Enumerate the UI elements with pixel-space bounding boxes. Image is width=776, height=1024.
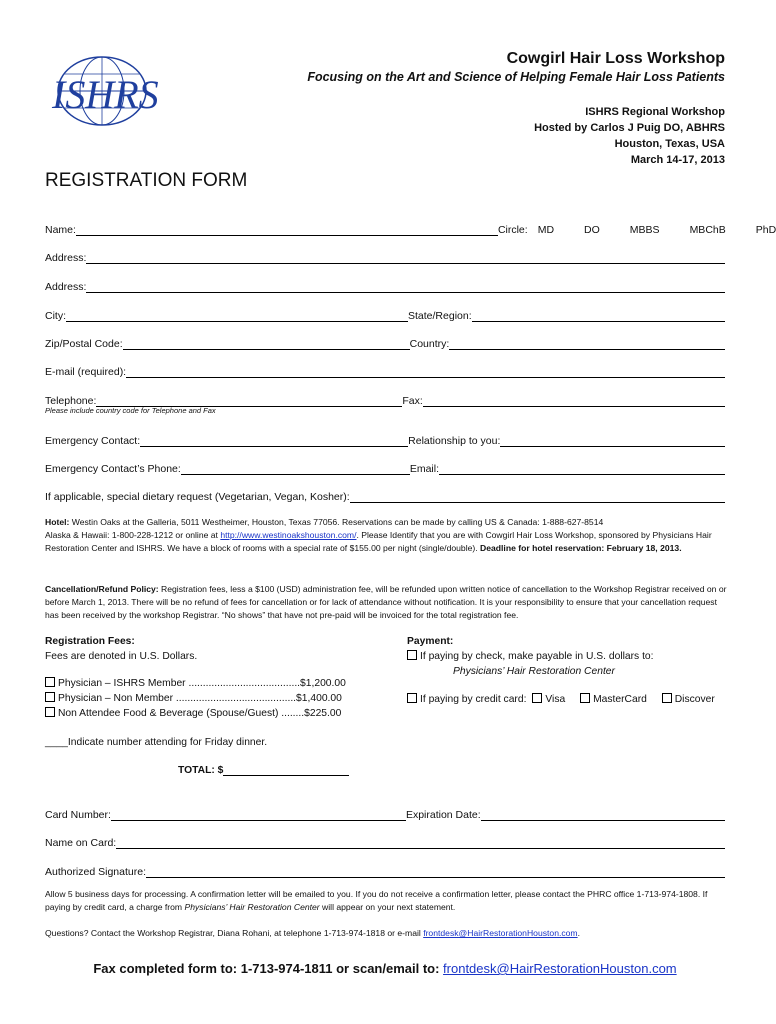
dinner-count[interactable]: ____Indicate number attending for Friday dinner. — [45, 737, 268, 748]
total-field[interactable] — [223, 763, 349, 776]
fax-field[interactable] — [423, 395, 725, 407]
hotel-deadline: Deadline for hotel reservation: February 18, 2013. — [480, 543, 682, 553]
processing-note: Allow 5 business days for processing. A confirmation letter will be emailed to you. If you do not receive a confirmation letter, please contact the PHRC office 1-713-974-1808. If paying by credit card, a charge from Physicians’ Hair Restoration Center will appear on your next statement. — [45, 889, 708, 912]
address2-field[interactable] — [86, 281, 725, 293]
fees-note: Fees are denoted in U.S. Dollars. — [45, 651, 198, 662]
relationship-field[interactable] — [500, 435, 725, 447]
payment-check[interactable]: If paying by check, make payable in U.S. dollars to: — [407, 649, 727, 664]
dietary-field[interactable] — [350, 491, 725, 503]
signature-field[interactable] — [146, 866, 725, 878]
name-on-card-field[interactable] — [116, 837, 725, 849]
zip-field[interactable] — [123, 338, 410, 350]
total-row — [178, 763, 349, 778]
zip-label: Zip/Postal Code: — [45, 338, 123, 350]
degree-do[interactable]: DO — [584, 224, 600, 236]
country-field[interactable] — [449, 338, 725, 350]
fee-item-ishrs[interactable]: Physician – ISHRS Member .......................................$1,200.00 — [45, 676, 375, 691]
card-number-row — [45, 805, 725, 821]
name-row — [45, 220, 776, 236]
address2-label: Address: — [45, 281, 87, 293]
checkbox-icon — [45, 692, 55, 702]
city-label: City: — [45, 310, 66, 322]
state-label: State/Region: — [408, 310, 472, 322]
city-field[interactable] — [66, 310, 408, 322]
emergency-contact-label: Emergency Contact: — [45, 435, 141, 447]
workshop-title: Cowgirl Hair Loss Workshop — [506, 50, 725, 67]
card-number-field[interactable] — [111, 809, 406, 821]
phone-note: Please include country code for Telephone and Fax — [45, 406, 216, 415]
email-field[interactable] — [126, 366, 725, 378]
checkbox-icon — [45, 707, 55, 717]
mastercard-label: MasterCard — [593, 694, 647, 705]
signature-label: Authorized Signature: — [45, 866, 146, 878]
workshop-meta — [534, 104, 725, 168]
name-on-card-row — [45, 833, 725, 849]
workshop-location: Houston, Texas, USA — [614, 138, 725, 150]
address1-row — [45, 248, 725, 264]
ishrs-logo — [40, 44, 160, 134]
name-on-card-label: Name on Card: — [45, 837, 117, 849]
address1-field[interactable] — [86, 252, 725, 264]
degree-mbbs[interactable]: MBBS — [629, 224, 660, 236]
processing-payee: Physicians’ Hair Restoration Center — [184, 902, 320, 912]
hotel-text-1: Westin Oaks at the Galleria, 5011 Westheimer, Houston, Texas 77056. Reservations can be made by calling US & Canada: 1-888-627-8514 — [69, 517, 604, 527]
telephone-row — [45, 391, 725, 407]
hotel-text-2a: Alaska & Hawaii: 1-800-228-1212 or online at — [45, 530, 221, 540]
payment-heading: Payment: — [407, 636, 454, 647]
form-title: REGISTRATION FORM — [45, 170, 248, 191]
hotel-link[interactable]: http://www.westinoakshouston.com/ — [220, 530, 357, 540]
fee-item-guest[interactable]: Non Attendee Food & Beverage (Spouse/Guest) ........$225.00 — [45, 706, 375, 721]
fax-label: Fax: — [402, 395, 423, 407]
questions-note: Questions? Contact the Workshop Registrar, Diana Rohani, at telephone 1-713-974-1818 or e-mail frontdesk@HairRestorationHouston.com. — [45, 928, 580, 938]
checkbox-icon[interactable] — [407, 693, 417, 703]
total-label: TOTAL: $ — [178, 765, 224, 776]
visa-checkbox[interactable] — [532, 693, 542, 703]
discover-label: Discover — [674, 694, 715, 705]
cancellation-label: Cancellation/Refund Policy: — [45, 584, 159, 594]
payment-section — [407, 634, 727, 707]
footer-instructions: Fax completed form to: 1-713-974-1811 or scan/email to: frontdesk@HairRestorationHouston.com — [93, 961, 677, 976]
emergency-phone-field[interactable] — [181, 463, 410, 475]
mastercard-checkbox[interactable] — [580, 693, 590, 703]
name-label: Name: — [45, 224, 76, 236]
circle-label: Circle: — [497, 224, 528, 236]
workshop-type: ISHRS Regional Workshop — [585, 106, 725, 118]
checkbox-icon — [407, 650, 417, 660]
dietary-label: If applicable, special dietary request (Vegetarian, Vegan, Kosher): — [45, 491, 350, 503]
svg-text:ISHRS: ISHRS — [52, 72, 159, 117]
payment-credit-row — [407, 692, 727, 707]
workshop-dates: March 14-17, 2013 — [630, 154, 725, 166]
visa-label: Visa — [545, 694, 566, 705]
dietary-row — [45, 487, 725, 503]
address1-label: Address: — [45, 252, 87, 264]
signature-row — [45, 862, 725, 878]
name-field[interactable] — [76, 224, 498, 236]
cancellation-section — [45, 583, 727, 622]
emergency-row — [45, 431, 725, 447]
degree-phd[interactable]: PhD — [755, 224, 776, 236]
city-row — [45, 306, 725, 322]
fees-heading: Registration Fees: — [45, 636, 135, 647]
hotel-section — [45, 516, 727, 555]
payment-credit-label: If paying by credit card: — [420, 694, 527, 705]
footer-email-link[interactable]: frontdesk@HairRestorationHouston.com — [443, 961, 677, 976]
country-label: Country: — [409, 338, 450, 350]
fee-item-non-member[interactable]: Physician – Non Member ..........................................$1,400.00 — [45, 691, 375, 706]
workshop-subtitle: Focusing on the Art and Science of Helping Female Hair Loss Patients — [307, 70, 725, 84]
email-label: E-mail (required): — [45, 366, 127, 378]
emergency-contact-field[interactable] — [140, 435, 408, 447]
expiration-label: Expiration Date: — [405, 809, 481, 821]
emergency-phone-row — [45, 459, 725, 475]
emergency-email-label: Email: — [409, 463, 439, 475]
hotel-text-2b: . Please Identify that you are with Cowgirl Hair Loss Workshop, sponsored by Physicians Hair Restoration Center and ISHRS. We have a block of rooms with a special rate of $155.00 per night (single/double). — [45, 530, 712, 553]
address2-row — [45, 277, 725, 293]
payment-payee: Physicians’ Hair Restoration Center — [453, 666, 615, 677]
degree-mbchb[interactable]: MBChB — [689, 224, 726, 236]
telephone-label: Telephone: — [45, 395, 97, 407]
cancellation-text: Registration fees, less a $100 (USD) administration fee, will be refunded upon written notice of cancellation to the Workshop Registrar received on or before March 1, 2013. There will be no refund of fees for cancellation or for lack of attendance without notification. It is your responsibility to ensure that your cancellation request has been received by the workshop Registrar. “No shows” that have not pre-paid will be invoiced for the total registration fee. — [45, 584, 727, 620]
discover-checkbox[interactable] — [662, 693, 672, 703]
emergency-email-field[interactable] — [439, 463, 725, 475]
workshop-host: Hosted by Carlos J Puig DO, ABHRS — [534, 122, 725, 134]
fees-section — [45, 634, 375, 721]
hotel-label: Hotel: — [45, 517, 70, 527]
registrar-email-link[interactable]: frontdesk@HairRestorationHouston.com — [423, 928, 578, 938]
relationship-label: Relationship to you: — [408, 435, 501, 447]
card-number-label: Card Number: — [45, 809, 111, 821]
state-field[interactable] — [472, 310, 725, 322]
checkbox-icon — [45, 677, 55, 687]
emergency-phone-label: Emergency Contact’s Phone: — [45, 463, 181, 475]
degree-md[interactable]: MD — [537, 224, 555, 236]
email-row — [45, 362, 725, 378]
expiration-field[interactable] — [481, 809, 725, 821]
zip-row — [45, 334, 725, 350]
